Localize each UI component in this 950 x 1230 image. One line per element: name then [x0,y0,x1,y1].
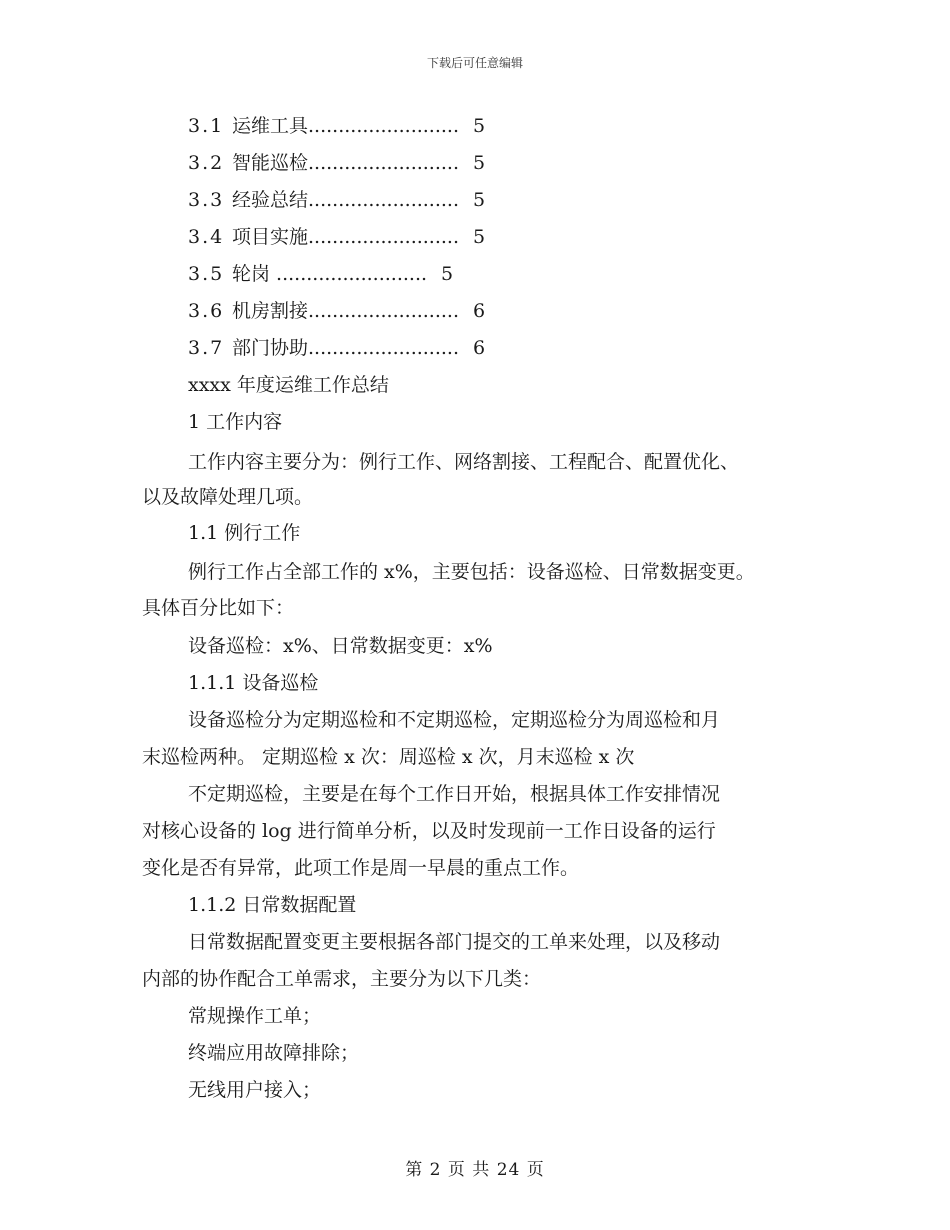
paragraph-line: 工作内容主要分为：例行工作、网络割接、工程配合、配置优化、 [188,451,740,473]
toc-leader: ......................... [308,189,460,211]
paragraph-line: 内部的协作配合工单需求，主要分为以下几类： [142,968,542,990]
page-footer: 第 2 页 共 24 页 [405,1160,545,1180]
toc-title: 部门协助 [232,337,309,359]
toc-leader: ......................... [308,152,460,174]
toc-page-number: 5 [441,263,454,285]
toc-title: 经验总结 [232,189,309,211]
paragraph-line: 不定期巡检，主要是在每个工作日开始，根据具体工作安排情况 [188,783,721,805]
toc-number: 3.7 [188,337,225,359]
toc-page-number: 5 [473,189,486,211]
paragraph-line: 设备巡检：x%、日常数据变更：x% [188,635,493,657]
toc-number: 3.5 [188,263,225,285]
toc-number: 3.6 [188,300,225,322]
paragraph-line: 设备巡检分为定期巡检和不定期巡检，定期巡检分为周巡检和月 [188,709,721,731]
toc-title: 机房割接 [232,300,309,322]
toc-leader: ......................... [308,300,460,322]
page-header: 下载后可任意编辑 [426,56,523,70]
paragraph-line: 以及故障处理几项。 [142,486,314,508]
toc-entry[interactable] [188,262,453,286]
toc-title: 项目实施 [232,226,309,248]
toc-title: 智能巡检 [232,152,309,174]
toc-leader: ......................... [276,263,428,285]
toc-entry[interactable] [188,188,485,212]
section-heading: 1 工作内容 [188,411,283,433]
paragraph-line: 变化是否有异常，此项工作是周一早晨的重点工作。 [142,857,580,879]
toc-entry[interactable] [188,225,485,249]
toc-entry[interactable] [188,336,485,360]
toc-page-number: 6 [473,300,486,322]
toc-number: 3.4 [188,226,225,248]
toc-title: 运维工具 [232,115,309,137]
toc-title: 轮岗 [232,263,277,285]
toc-page-number: 5 [473,226,486,248]
toc-page-number: 5 [473,115,486,137]
list-item: 无线用户接入； [188,1079,322,1101]
section-heading: 1.1.2 日常数据配置 [188,894,357,916]
paragraph-line: 具体百分比如下： [142,597,295,619]
section-heading: 1.1.1 设备巡检 [188,672,319,694]
toc-number: 3.3 [188,189,225,211]
list-item: 常规操作工单； [188,1005,322,1027]
toc-page-number: 5 [473,152,486,174]
toc-leader: ......................... [308,337,460,359]
paragraph-line: 日常数据配置变更主要根据各部门提交的工单来处理，以及移动 [188,931,721,953]
toc-leader: ......................... [308,226,460,248]
toc-leader: ......................... [308,115,460,137]
toc-number: 3.2 [188,152,225,174]
document-title: xxxx 年度运维工作总结 [188,374,389,396]
list-item: 终端应用故障排除； [188,1042,360,1064]
toc-entry[interactable] [188,151,485,175]
toc-entry[interactable] [188,114,485,138]
toc-page-number: 6 [473,337,486,359]
paragraph-line: 对核心设备的 log 进行简单分析，以及时发现前一工作日设备的运行 [142,820,716,842]
toc-number: 3.1 [188,115,225,137]
section-heading: 1.1 例行工作 [188,522,301,544]
paragraph-line: 末巡检两种。 定期巡检 x 次：周巡检 x 次，月末巡检 x 次 [142,746,635,768]
paragraph-line: 例行工作占全部工作的 x%，主要包括：设备巡检、日常数据变更。 [188,561,755,583]
toc-entry[interactable] [188,299,485,323]
